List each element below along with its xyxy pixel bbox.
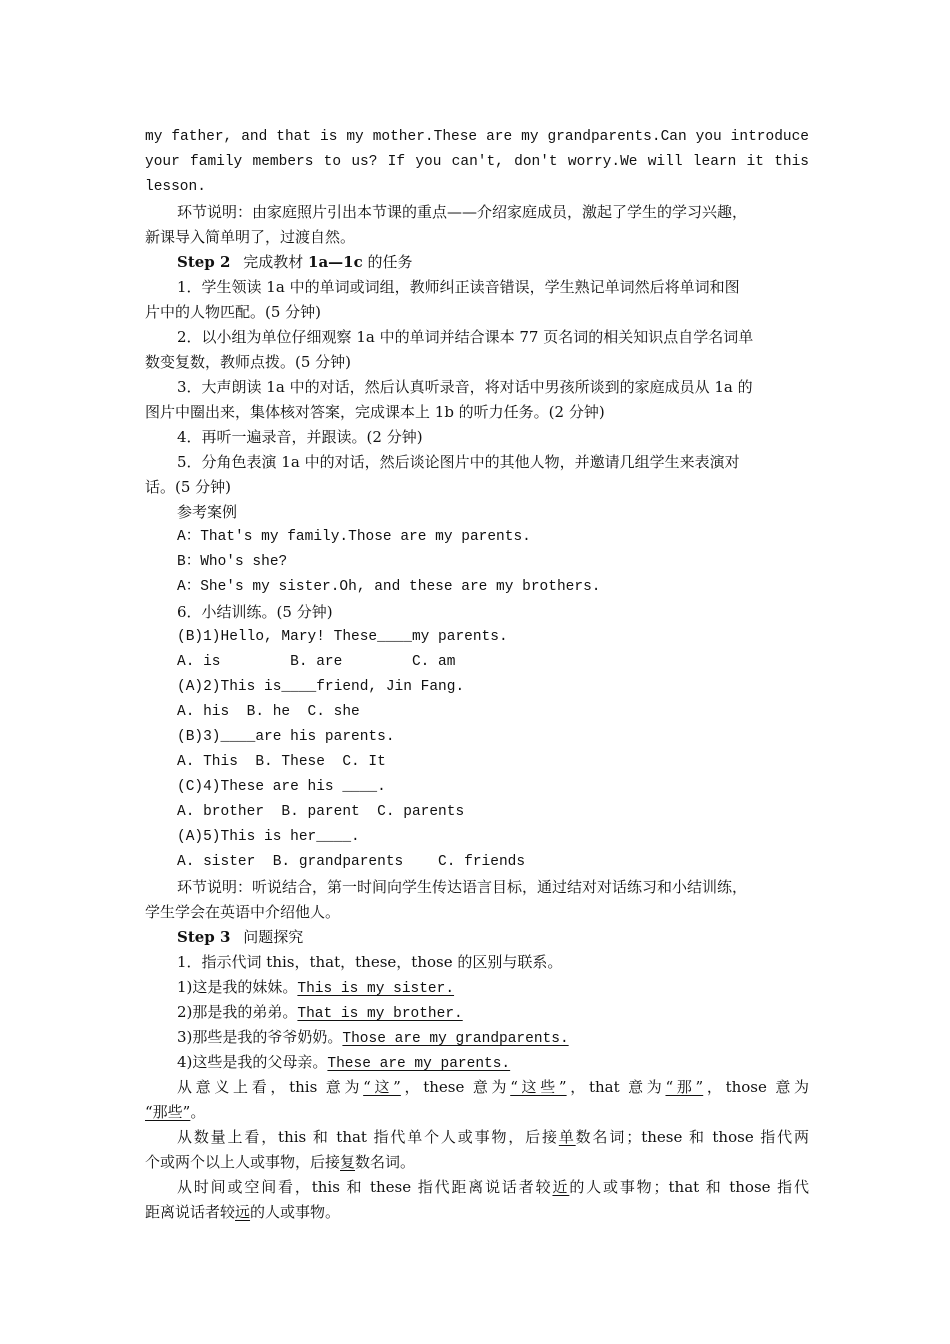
step2-item3-a: 3．大声朗读 1a 中的对话，然后认真听录音，将对话中男孩所谈到的家庭成员从 1a 的 xyxy=(177,378,753,396)
distance-text-3: 距离说话者较 xyxy=(145,1203,236,1221)
meaning-text-3: ，that 意为 xyxy=(566,1078,666,1096)
step2-item2-a: 2．以小组为单位仔细观察 1a 中的单词并结合课本 77 页名词的相关知识点自学名词单 xyxy=(177,328,754,346)
step2-item6: 6．小结训练。(5 分钟) xyxy=(177,603,333,621)
example-3 xyxy=(145,1025,809,1050)
distance-text-1: 从时间或空间看，this 和 these 指代距离说话者较 xyxy=(177,1178,553,1196)
meaning-text-5: 。 xyxy=(190,1103,206,1121)
number-text-3: 个或两个以上人或事物，后接 xyxy=(145,1153,341,1171)
quiz-question-5: (A)5)This is her____. xyxy=(177,829,360,845)
number-text-4: 数名词。 xyxy=(355,1153,416,1171)
note1-line-2: 新课导入简单明了，过渡自然。 xyxy=(145,228,356,246)
example-2 xyxy=(145,1000,809,1025)
distance-line-1 xyxy=(145,1175,809,1200)
example-1-english: This is my sister. xyxy=(297,981,455,997)
step3-title: 问题探究 xyxy=(243,928,304,946)
distance-text-4: 的人或事物。 xyxy=(250,1203,341,1221)
intro-line-1: my father, and that is my mother.These are my grandparents.Can you introduce xyxy=(145,129,809,145)
meaning-answer-these: “这些” xyxy=(510,1078,567,1096)
quiz-question-4: (C)4)These are his ____. xyxy=(177,779,386,795)
number-answer-plural: 复 xyxy=(340,1153,356,1171)
step3-label: Step 3 xyxy=(177,928,231,946)
note2-line-2: 学生学会在英语中介绍他人。 xyxy=(145,903,341,921)
step2-item1-a: 1．学生领读 1a 中的单词或词组，教师纠正读音错误，学生熟记单词然后将单词和图 xyxy=(177,278,740,296)
step2-item2-b: 数变复数，教师点拨。(5 分钟) xyxy=(145,353,352,371)
quiz-question-1: (B)1)Hello, Mary! These____my parents. xyxy=(177,629,508,645)
meaning-answer-those: “那些” xyxy=(145,1103,191,1121)
meaning-text-4: ，those 意为 xyxy=(703,1078,810,1096)
step2-label: Step 2 xyxy=(177,253,231,271)
dialog-line-1: A：That's my family.Those are my parents. xyxy=(177,529,531,545)
quiz-options-5: A. sister B. grandparents C. friends xyxy=(177,854,526,870)
quiz-options-3: A. This B. These C. It xyxy=(177,754,386,770)
step2-item3-b: 图片中圈出来，集体核对答案，完成课本上 1b 的听力任务。(2 分钟) xyxy=(145,403,605,421)
example-4-chinese: 4)这些是我的父母亲。 xyxy=(177,1053,328,1071)
example-2-english: That is my brother. xyxy=(297,1006,463,1022)
step2-item1-b: 片中的人物匹配。(5 分钟) xyxy=(145,303,322,321)
number-text-2: 数名词；these 和 those 指代两 xyxy=(575,1128,809,1146)
meaning-answer-that: “那” xyxy=(665,1078,704,1096)
step3-heading xyxy=(145,925,809,950)
step2-item5-a: 5．分角色表演 1a 中的对话，然后谈论图片中的其他人物，并邀请几组学生来表演对 xyxy=(177,453,740,471)
note2-line-1: 环节说明：听说结合，第一时间向学生传达语言目标，通过结对对话练习和小结训练， xyxy=(177,878,748,896)
distance-answer-far: 远 xyxy=(235,1203,251,1221)
step2-item5-b: 话。(5 分钟) xyxy=(145,478,232,496)
meaning-line-1 xyxy=(145,1075,809,1100)
distance-text-2: 的人或事物；that 和 those 指代 xyxy=(569,1178,809,1196)
quiz-options-4: A. brother B. parent C. parents xyxy=(177,804,465,820)
example-3-chinese: 3)那些是我的爷爷奶奶。 xyxy=(177,1028,343,1046)
meaning-answer-this: “这” xyxy=(363,1078,401,1096)
example-1 xyxy=(145,975,809,1000)
note1-line-1: 环节说明：由家庭照片引出本节课的重点——介绍家庭成员，激起了学生的学习兴趣， xyxy=(177,203,748,221)
step3-point1: 1．指示代词 this，that，these，those 的区别与联系。 xyxy=(177,953,563,971)
number-line-1 xyxy=(145,1125,809,1150)
meaning-text-1: 从意义上看，this 意为 xyxy=(177,1078,364,1096)
reference-heading: 参考案例 xyxy=(177,503,238,521)
quiz-options-2: A. his B. he C. she xyxy=(177,704,360,720)
example-3-english: Those are my grandparents. xyxy=(342,1031,569,1047)
meaning-line-2 xyxy=(145,1100,809,1125)
step2-title-post: 的任务 xyxy=(362,253,413,271)
quiz-options-1: A. is B. are C. am xyxy=(177,654,456,670)
number-line-2 xyxy=(145,1150,809,1175)
intro-line-2: your family members to us? If you can't, don't worry.We will learn it this xyxy=(145,154,809,170)
document-body xyxy=(145,125,809,1225)
step2-item4: 4．再听一遍录音，并跟读。(2 分钟) xyxy=(177,428,423,446)
dialog-line-2: B：Who's she? xyxy=(177,554,288,570)
quiz-question-2: (A)2)This is____friend, Jin Fang. xyxy=(177,679,465,695)
step2-title-pre: 完成教材 xyxy=(243,253,309,271)
intro-line-3: lesson. xyxy=(145,179,206,195)
distance-line-2 xyxy=(145,1200,809,1225)
dialog-line-3: A：She's my sister.Oh, and these are my brothers. xyxy=(177,579,601,595)
step2-heading xyxy=(145,250,809,275)
distance-answer-near: 近 xyxy=(552,1178,570,1196)
number-answer-singular: 单 xyxy=(558,1128,576,1146)
meaning-text-2: ，these 意为 xyxy=(400,1078,511,1096)
step2-title-range: 1a—1c xyxy=(308,253,363,271)
example-4-english: These are my parents. xyxy=(327,1056,511,1072)
quiz-question-3: (B)3)____are his parents. xyxy=(177,729,395,745)
example-4 xyxy=(145,1050,809,1075)
example-1-chinese: 1)这是我的妹妹。 xyxy=(177,978,298,996)
example-2-chinese: 2)那是我的弟弟。 xyxy=(177,1003,298,1021)
number-text-1: 从数量上看，this 和 that 指代单个人或事物，后接 xyxy=(177,1128,559,1146)
